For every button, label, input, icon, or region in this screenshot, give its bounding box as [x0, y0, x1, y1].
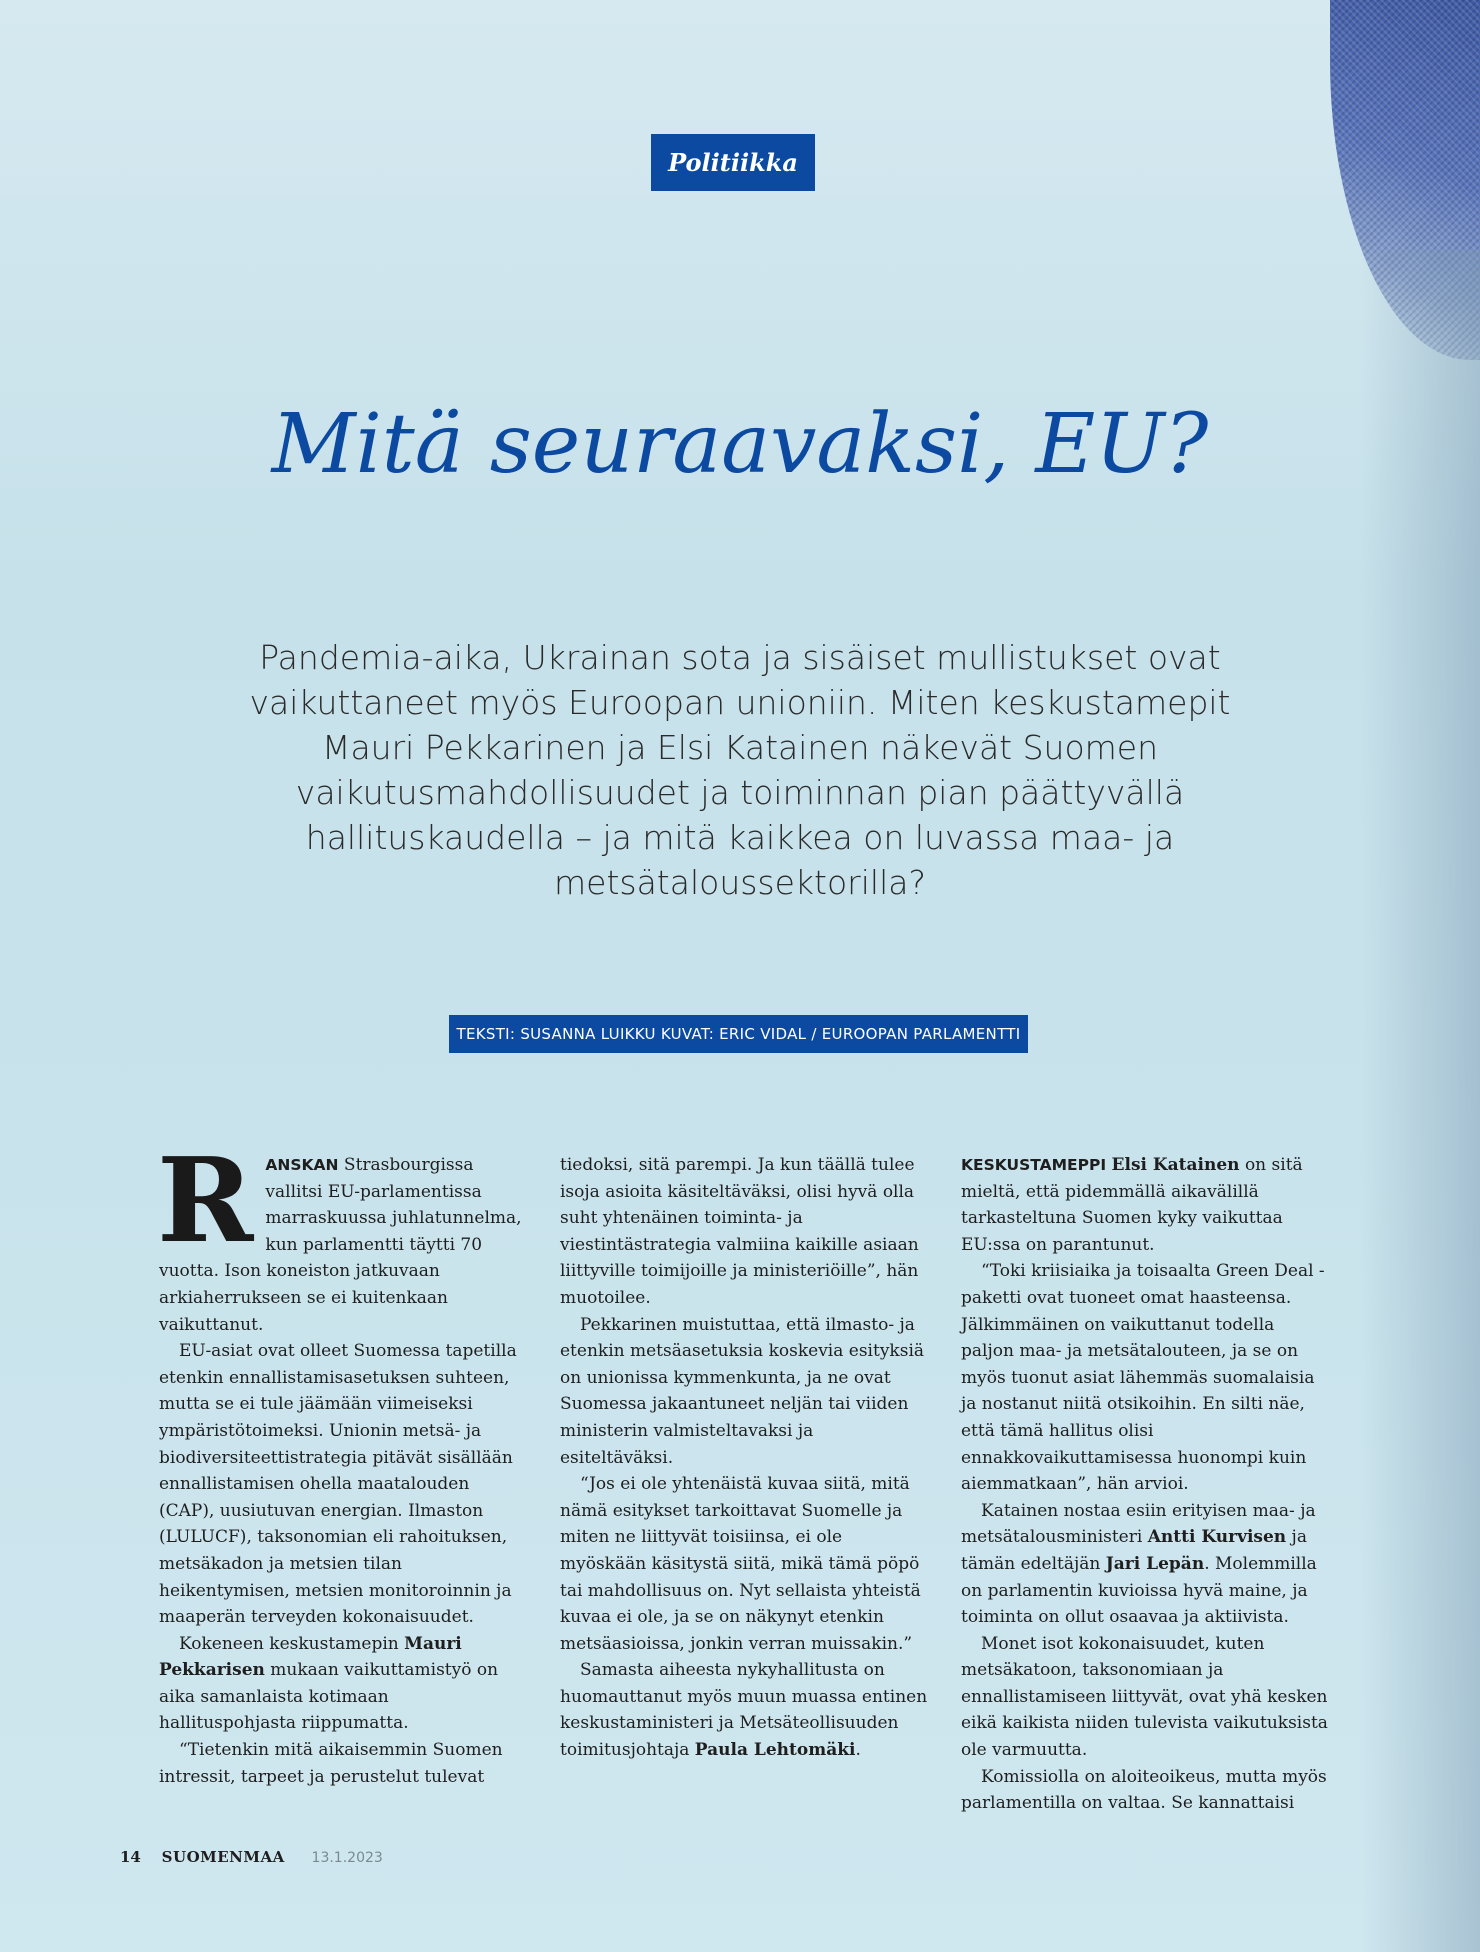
- paragraph: “Tietenkin mitä aikaisemmin Suomen intressit, tarpeet ja perustelut tulevat: [159, 1740, 503, 1787]
- paragraph: Monet isot kokonaisuudet, kuten metsäkatoon, taksonomiaan ja ennallistamiseen liittyvät, ovat yhä kesken eikä kaikista niiden tulevista vaikutuksista ole varmuutta.: [961, 1633, 1328, 1761]
- paragraph-text: Samasta aiheesta nykyhallitusta on huomauttanut myös muun muassa entinen keskustaministeri ja Metsäteollisuuden toimitusjohtaja: [560, 1660, 928, 1761]
- drop-cap: R: [157, 1133, 254, 1269]
- person-name: Jari Lepän: [1105, 1553, 1205, 1574]
- person-name: Antti Kurvisen: [1147, 1527, 1287, 1548]
- paragraph-text: ja tämän edeltäjän: [961, 1527, 1307, 1574]
- paragraph: [961, 1498, 1329, 1631]
- page-number: 14: [120, 1848, 141, 1866]
- paragraph: [560, 1657, 928, 1763]
- paragraph-text: .: [855, 1740, 861, 1761]
- paragraph: EU-asiat ovat olleet Suomessa tapetilla etenkin ennallistamisasetuksen suhteen, mutta se ei tule jäämään viimeiseksi ympäristötoimeksi. Unionin metsä- ja biodiversiteettistrategia pitävät sisällään ennallistamisen ohella maatalouden (CAP), uusiutuvan energian. Ilmaston (LULUCF), taksonomian eli rahoituksen, metsäkadon ja metsien tilan heikentymisen, metsien monitoroinnin ja maaperän terveyden kokonaisuudet.: [159, 1341, 517, 1628]
- paragraph-text: . Molemmilla on parlamentin kuvioissa hyvä maine, ja toiminta on ollut osaavaa ja aktiivista.: [961, 1553, 1317, 1628]
- person-name: Paula Lehtomäki: [694, 1740, 856, 1761]
- paragraph: “Jos ei ole yhtenäistä kuvaa siitä, mitä nämä esitykset tarkoittavat Suomelle ja miten ne liittyvät toisiinsa, ei ole myöskään käsitystä siitä, mikä tämä pöpö tai mahdollisuus on. Nyt sellaista yhteistä kuvaa ei ole, ja se on näkynyt etenkin metsäasioissa, jonkin verran muissakin.”: [560, 1474, 921, 1654]
- magazine-name: SUOMENMAA: [161, 1848, 285, 1866]
- section-tag: Politiikka: [651, 134, 815, 191]
- body-column-3: [961, 1152, 1329, 1817]
- person-name: Elsi Katainen: [1111, 1155, 1240, 1175]
- paragraph-text: mukaan vaikuttamistyö on aika samanlaista kotimaan hallituspohjasta riippumatta.: [159, 1660, 499, 1734]
- body-column-2: [560, 1152, 928, 1764]
- paragraph-text: on sitä mieltä, että pidemmällä aikavälillä tarkasteltuna Suomen kyky vaikuttaa EU:ssa on parantunut.: [961, 1155, 1303, 1255]
- paragraph-text: Katainen nostaa esiin erityisen maa- ja metsätalousministeri: [961, 1500, 1316, 1548]
- page-footer: [120, 1848, 383, 1866]
- credits-bar: TEKSTI: SUSANNA LUIKKU KUVAT: ERIC VIDAL / EUROOPAN PARLAMENTTI: [449, 1015, 1028, 1053]
- lead-paragraph: Pandemia-aika, Ukrainan sota ja sisäiset mullistukset ovat vaikuttaneet myös Euroopan unioniin. Miten keskustamepit Mauri Pekkarinen ja Elsi Katainen näkevät Suomen vaikutusmahdollisuudet ja toiminnan pian päättyvällä hallituskaudella – ja mitä kaikkea on luvassa maa- ja metsätaloussektorilla?: [249, 638, 1231, 902]
- paragraph-text: Kokeneen keskustamepin: [179, 1633, 405, 1654]
- paragraph: Pekkarinen muistuttaa, että ilmasto- ja etenkin metsäasetuksia koskevia esityksiä on unionissa kymmenkunta, ja ne ovat Suomessa jakaantuneet neljän tai viiden ministerin valmisteltavaksi ja esiteltäväksi.: [560, 1314, 925, 1468]
- paragraph: tiedoksi, sitä parempi. Ja kun täällä tulee isoja asioita käsiteltäväksi, olisi hyvä olla suht yhtenäinen toiminta- ja viestintästrategia valmiina kaikille asiaan liittyville toimijoille ja ministeriöille”, hän muotoilee.: [560, 1155, 919, 1308]
- body-column-1: [157, 1133, 527, 1790]
- person-name: Mauri Pekkarisen: [159, 1633, 462, 1681]
- paragraph: Komissiolla on aloiteoikeus, mutta myös parlamentilla on valtaa. Se kannattaisi: [961, 1766, 1327, 1814]
- paragraph: “Toki kriisiaika ja toisaalta Green Deal -paketti ovat tuoneet omat haasteensa. Jälkimmäinen on vaikuttanut todella paljon maa- ja metsätalouteen, ja se on myös tuonut asiat lähemmäs suomalaisia ja nostanut niitä otsikoihin. En silti näe, että tämä hallitus olisi ennakkovaikuttamisessa huonompi kuin aiemmatkaan”, hän arvioi.: [961, 1261, 1325, 1495]
- paragraph: [961, 1152, 1329, 1258]
- paragraph: [157, 1133, 527, 1338]
- background-shade: [1360, 250, 1480, 1952]
- headline: Mitä seuraavaksi, EU?: [271, 397, 1209, 492]
- lead-caps: ANSKAN: [265, 1156, 339, 1174]
- paragraph: [159, 1631, 527, 1737]
- lead-caps: KESKUSTAMEPPI: [961, 1156, 1107, 1174]
- paragraph-text: Strasbourgissa vallitsi EU-parlamentissa marraskuussa juhlatunnelma, kun parlamentti täytti 70 vuotta. Ison koneiston jatkuvaan arkiaherrukseen se ei kuitenkaan vaikuttanut.: [159, 1155, 522, 1335]
- issue-date: 13.1.2023: [311, 1850, 383, 1866]
